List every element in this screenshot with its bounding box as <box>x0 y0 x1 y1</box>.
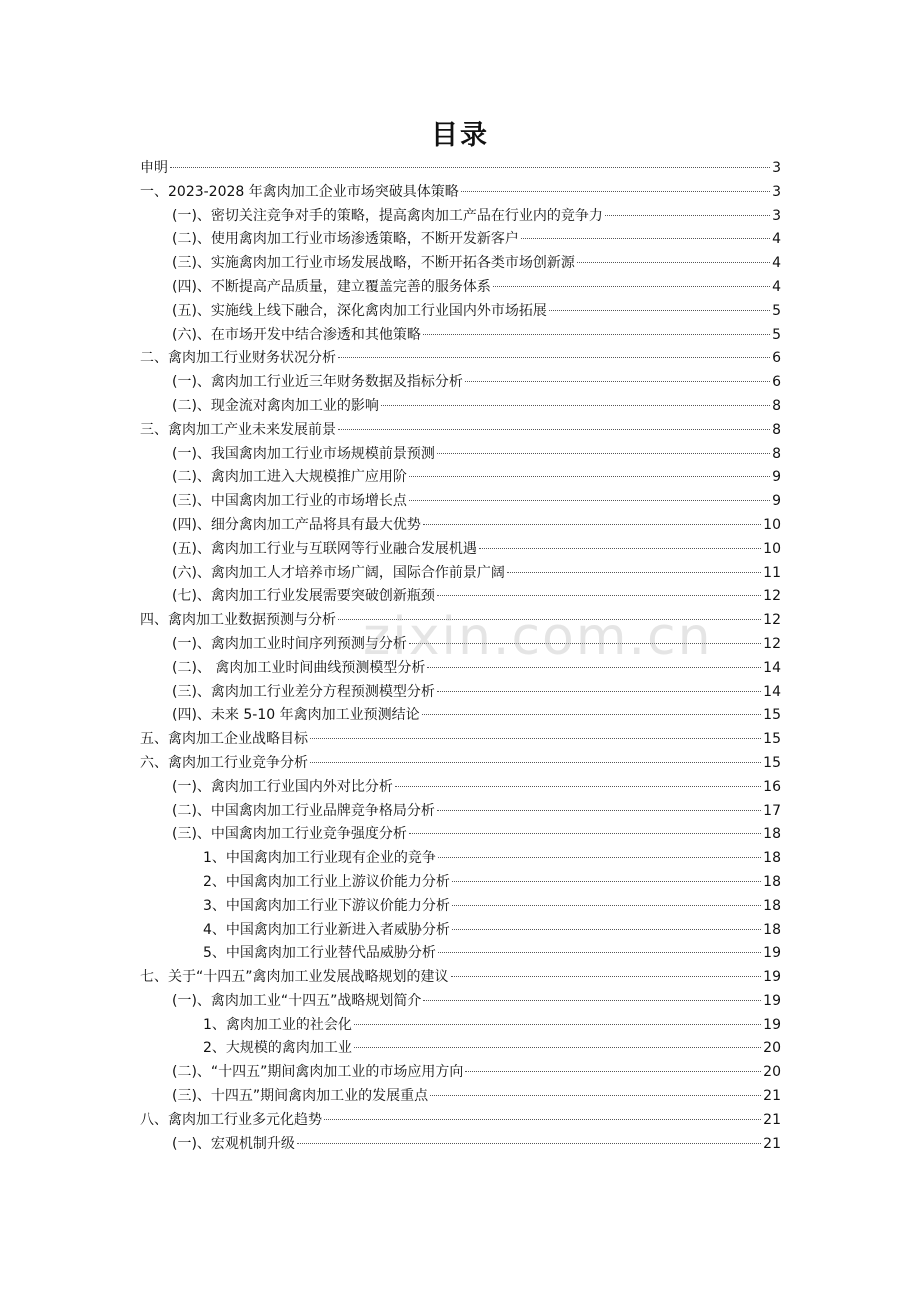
toc-page-number: 21 <box>763 1111 781 1128</box>
toc-page-number: 18 <box>763 873 781 890</box>
toc-entry-text: (一)、禽肉加工行业近三年财务数据及指标分析 <box>172 374 463 391</box>
toc-entry[interactable] <box>140 490 781 514</box>
toc-page-number: 8 <box>772 445 781 462</box>
toc-entry[interactable] <box>140 562 781 586</box>
toc-entry[interactable] <box>140 1014 781 1038</box>
toc-entry-text: 2、大规模的禽肉加工业 <box>203 1040 352 1057</box>
toc-entry-text: (二)、使用禽肉加工行业市场渗透策略，不断开发新客户 <box>172 231 519 248</box>
toc-leader-dots <box>170 167 770 168</box>
toc-entry[interactable] <box>140 181 781 205</box>
toc-entry-text: 七、关于“十四五”禽肉加工业发展战略规划的建议 <box>140 969 449 986</box>
toc-entry[interactable] <box>140 633 781 657</box>
toc-leader-dots <box>310 738 761 739</box>
toc-entry-text: (三)、中国禽肉加工行业竞争强度分析 <box>172 826 407 843</box>
toc-leader-dots <box>423 524 761 525</box>
toc-entry[interactable] <box>140 1061 781 1085</box>
toc-page-number: 21 <box>763 1088 781 1105</box>
toc-leader-dots <box>338 619 761 620</box>
toc-page-number: 9 <box>772 493 781 510</box>
toc-leader-dots <box>437 691 761 692</box>
toc-entry[interactable] <box>140 443 781 467</box>
toc-entry[interactable] <box>140 752 781 776</box>
toc-entry[interactable] <box>140 942 781 966</box>
toc-page-number: 4 <box>772 255 781 272</box>
toc-leader-dots <box>452 881 761 882</box>
toc-entry[interactable] <box>140 419 781 443</box>
toc-entry-text: 3、中国禽肉加工行业下游议价能力分析 <box>203 897 450 914</box>
toc-entry-text: (一)、我国禽肉加工行业市场规模前景预测 <box>172 445 435 462</box>
toc-entry-text: 5、中国禽肉加工行业替代品威胁分析 <box>203 945 436 962</box>
toc-entry[interactable] <box>140 1133 781 1157</box>
toc-page-number: 18 <box>763 850 781 867</box>
toc-entry-text: (四)、不断提高产品质量，建立覆盖完善的服务体系 <box>172 278 491 295</box>
toc-page-number: 15 <box>763 754 781 771</box>
toc-leader-dots <box>452 905 761 906</box>
toc-entry[interactable] <box>140 657 781 681</box>
toc-page-number: 4 <box>772 278 781 295</box>
toc-entry[interactable] <box>140 300 781 324</box>
toc-entry-text: 四、禽肉加工业数据预测与分析 <box>140 612 336 629</box>
toc-entry-text: 六、禽肉加工行业竞争分析 <box>140 754 308 771</box>
toc-leader-dots <box>338 357 770 358</box>
toc-page-number: 20 <box>763 1040 781 1057</box>
toc-page-number: 8 <box>772 397 781 414</box>
toc-leader-dots <box>451 976 762 977</box>
toc-page-number: 4 <box>772 231 781 248</box>
toc-entry-text: (四)、细分禽肉加工产品将具有最大优势 <box>172 516 421 533</box>
toc-page-number: 16 <box>763 778 781 795</box>
toc-entry-text: 1、中国禽肉加工行业现有企业的竞争 <box>203 850 436 867</box>
toc-page-number: 10 <box>763 516 781 533</box>
toc-leader-dots <box>409 833 761 834</box>
toc-leader-dots <box>395 786 761 787</box>
toc-leader-dots <box>427 667 761 668</box>
toc-entry-text: 五、禽肉加工企业战略目标 <box>140 731 308 748</box>
toc-page-number: 18 <box>763 921 781 938</box>
toc-leader-dots <box>437 810 761 811</box>
toc-entry[interactable] <box>140 871 781 895</box>
toc-page-number: 3 <box>772 160 781 176</box>
watermark: zixin.com.cn <box>363 607 713 667</box>
toc-page-number: 15 <box>763 707 781 724</box>
toc-leader-dots <box>430 1095 761 1096</box>
toc-entry-text: 一、2023-2028 年禽肉加工企业市场突破具体策略 <box>140 183 459 200</box>
toc-leader-dots <box>507 572 761 573</box>
toc-page-number: 5 <box>772 302 781 319</box>
toc-entry[interactable] <box>140 609 781 633</box>
toc-entry[interactable] <box>140 371 781 395</box>
toc-entry-text: 1、禽肉加工业的社会化 <box>203 1016 352 1033</box>
toc-entry-text: (二)、现金流对禽肉加工业的影响 <box>172 397 379 414</box>
toc-page-number: 15 <box>763 731 781 748</box>
toc-entry[interactable] <box>140 1109 781 1133</box>
toc-entry[interactable] <box>140 990 781 1014</box>
toc-entry[interactable] <box>140 324 781 348</box>
toc-entry[interactable] <box>140 252 781 276</box>
toc-entry-text: (二)、“十四五”期间禽肉加工业的市场应用方向 <box>172 1064 464 1081</box>
toc-page-number: 18 <box>763 826 781 843</box>
toc-entry[interactable] <box>140 1085 781 1109</box>
toc-entry-text: (二)、 禽肉加工业时间曲线预测模型分析 <box>172 659 426 676</box>
toc-entry[interactable] <box>140 704 781 728</box>
toc-page-number: 19 <box>763 945 781 962</box>
toc-page-number: 6 <box>772 374 781 391</box>
toc-entry[interactable] <box>140 395 781 419</box>
toc-leader-dots <box>479 548 761 549</box>
toc-leader-dots <box>549 310 770 311</box>
toc-page-number: 18 <box>763 897 781 914</box>
toc-leader-dots <box>423 1000 761 1001</box>
toc-entry[interactable] <box>140 157 781 181</box>
toc-entry-text: (一)、密切关注竞争对手的策略，提高禽肉加工产品在行业内的竞争力 <box>172 207 603 224</box>
toc-page-number: 9 <box>772 469 781 486</box>
toc-page-number: 19 <box>763 992 781 1009</box>
toc-entry-text: (二)、禽肉加工进入大规模推广应用阶 <box>172 469 407 486</box>
toc-entry[interactable] <box>140 800 781 824</box>
toc-leader-dots <box>409 643 761 644</box>
toc-entry[interactable] <box>140 895 781 919</box>
toc-entry-text: (三)、中国禽肉加工行业的市场增长点 <box>172 493 407 510</box>
toc-leader-dots <box>354 1024 761 1025</box>
toc-page-number: 21 <box>763 1135 781 1152</box>
toc-page-number: 12 <box>763 612 781 629</box>
toc-leader-dots <box>409 500 770 501</box>
toc-entry[interactable] <box>140 847 781 871</box>
page-title: 目录 <box>431 120 489 151</box>
toc-page-number: 20 <box>763 1064 781 1081</box>
toc-leader-dots <box>381 405 770 406</box>
toc-entry-text: (六)、禽肉加工人才培养市场广阔，国际合作前景广阔 <box>172 564 505 581</box>
table-of-contents <box>140 157 781 1156</box>
toc-entry[interactable] <box>140 585 781 609</box>
toc-entry-text: (一)、禽肉加工业“十四五”战略规划简介 <box>172 992 422 1009</box>
toc-entry-text: (三)、十四五”期间禽肉加工业的发展重点 <box>172 1088 429 1105</box>
toc-entry-text: (五)、禽肉加工行业与互联网等行业融合发展机遇 <box>172 540 477 557</box>
toc-leader-dots <box>310 762 761 763</box>
toc-leader-dots <box>438 952 761 953</box>
toc-page-number: 17 <box>763 802 781 819</box>
toc-entry-text: 4、中国禽肉加工行业新进入者威胁分析 <box>203 921 450 938</box>
toc-page-number: 8 <box>772 421 781 438</box>
toc-entry[interactable] <box>140 728 781 752</box>
toc-entry[interactable] <box>140 228 781 252</box>
toc-leader-dots <box>452 929 761 930</box>
toc-leader-dots <box>465 381 770 382</box>
toc-page-number: 12 <box>763 635 781 652</box>
toc-leader-dots <box>297 1143 761 1144</box>
toc-entry-text: (一)、宏观机制升级 <box>172 1135 295 1152</box>
toc-entry[interactable] <box>140 276 781 300</box>
toc-entry-text: 二、禽肉加工行业财务状况分析 <box>140 350 336 367</box>
toc-leader-dots <box>354 1047 761 1048</box>
toc-leader-dots <box>409 476 770 477</box>
toc-page-number: 5 <box>772 326 781 343</box>
toc-page-number: 10 <box>763 540 781 557</box>
toc-entry[interactable] <box>140 538 781 562</box>
toc-entry-text: (一)、禽肉加工行业国内外对比分析 <box>172 778 393 795</box>
toc-leader-dots <box>338 429 770 430</box>
toc-leader-dots <box>461 191 770 192</box>
toc-entry[interactable] <box>140 966 781 990</box>
toc-page-number: 19 <box>763 969 781 986</box>
toc-entry[interactable] <box>140 776 781 800</box>
toc-page-number: 11 <box>763 564 781 581</box>
toc-page-number: 3 <box>772 207 781 224</box>
toc-entry-text: 申明 <box>140 160 168 176</box>
toc-leader-dots <box>422 714 762 715</box>
toc-entry-text: (一)、禽肉加工业时间序列预测与分析 <box>172 635 407 652</box>
toc-page-number: 3 <box>772 183 781 200</box>
toc-entry-text: (二)、中国禽肉加工行业品牌竞争格局分析 <box>172 802 435 819</box>
toc-entry-text: 八、禽肉加工行业多元化趋势 <box>140 1111 322 1128</box>
toc-leader-dots <box>437 595 761 596</box>
toc-page-number: 6 <box>772 350 781 367</box>
toc-entry-text: 三、禽肉加工产业未来发展前景 <box>140 421 336 438</box>
toc-entry[interactable] <box>140 205 781 229</box>
toc-entry[interactable] <box>140 919 781 943</box>
toc-leader-dots <box>324 1119 761 1120</box>
toc-leader-dots <box>465 1071 761 1072</box>
toc-entry[interactable] <box>140 466 781 490</box>
toc-leader-dots <box>605 215 770 216</box>
toc-entry-text: 2、中国禽肉加工行业上游议价能力分析 <box>203 873 450 890</box>
toc-entry[interactable] <box>140 347 781 371</box>
toc-entry-text: (三)、禽肉加工行业差分方程预测模型分析 <box>172 683 435 700</box>
toc-page-number: 12 <box>763 588 781 605</box>
toc-leader-dots <box>577 262 770 263</box>
toc-page-number: 14 <box>763 683 781 700</box>
toc-leader-dots <box>521 238 770 239</box>
toc-leader-dots <box>437 453 770 454</box>
toc-entry-text: (六)、在市场开发中结合渗透和其他策略 <box>172 326 421 343</box>
toc-entry-text: (七)、禽肉加工行业发展需要突破创新瓶颈 <box>172 588 435 605</box>
toc-entry[interactable] <box>140 681 781 705</box>
toc-leader-dots <box>438 857 761 858</box>
toc-entry[interactable] <box>140 823 781 847</box>
toc-entry-text: (五)、实施线上线下融合，深化禽肉加工行业国内外市场拓展 <box>172 302 547 319</box>
toc-page-number: 19 <box>763 1016 781 1033</box>
toc-entry[interactable] <box>140 514 781 538</box>
toc-leader-dots <box>423 334 770 335</box>
toc-entry-text: (四)、未来 5-10 年禽肉加工业预测结论 <box>172 707 420 724</box>
toc-leader-dots <box>493 286 770 287</box>
toc-entry-text: (三)、实施禽肉加工行业市场发展战略，不断开拓各类市场创新源 <box>172 255 575 272</box>
toc-page-number: 14 <box>763 659 781 676</box>
toc-entry[interactable] <box>140 1037 781 1061</box>
